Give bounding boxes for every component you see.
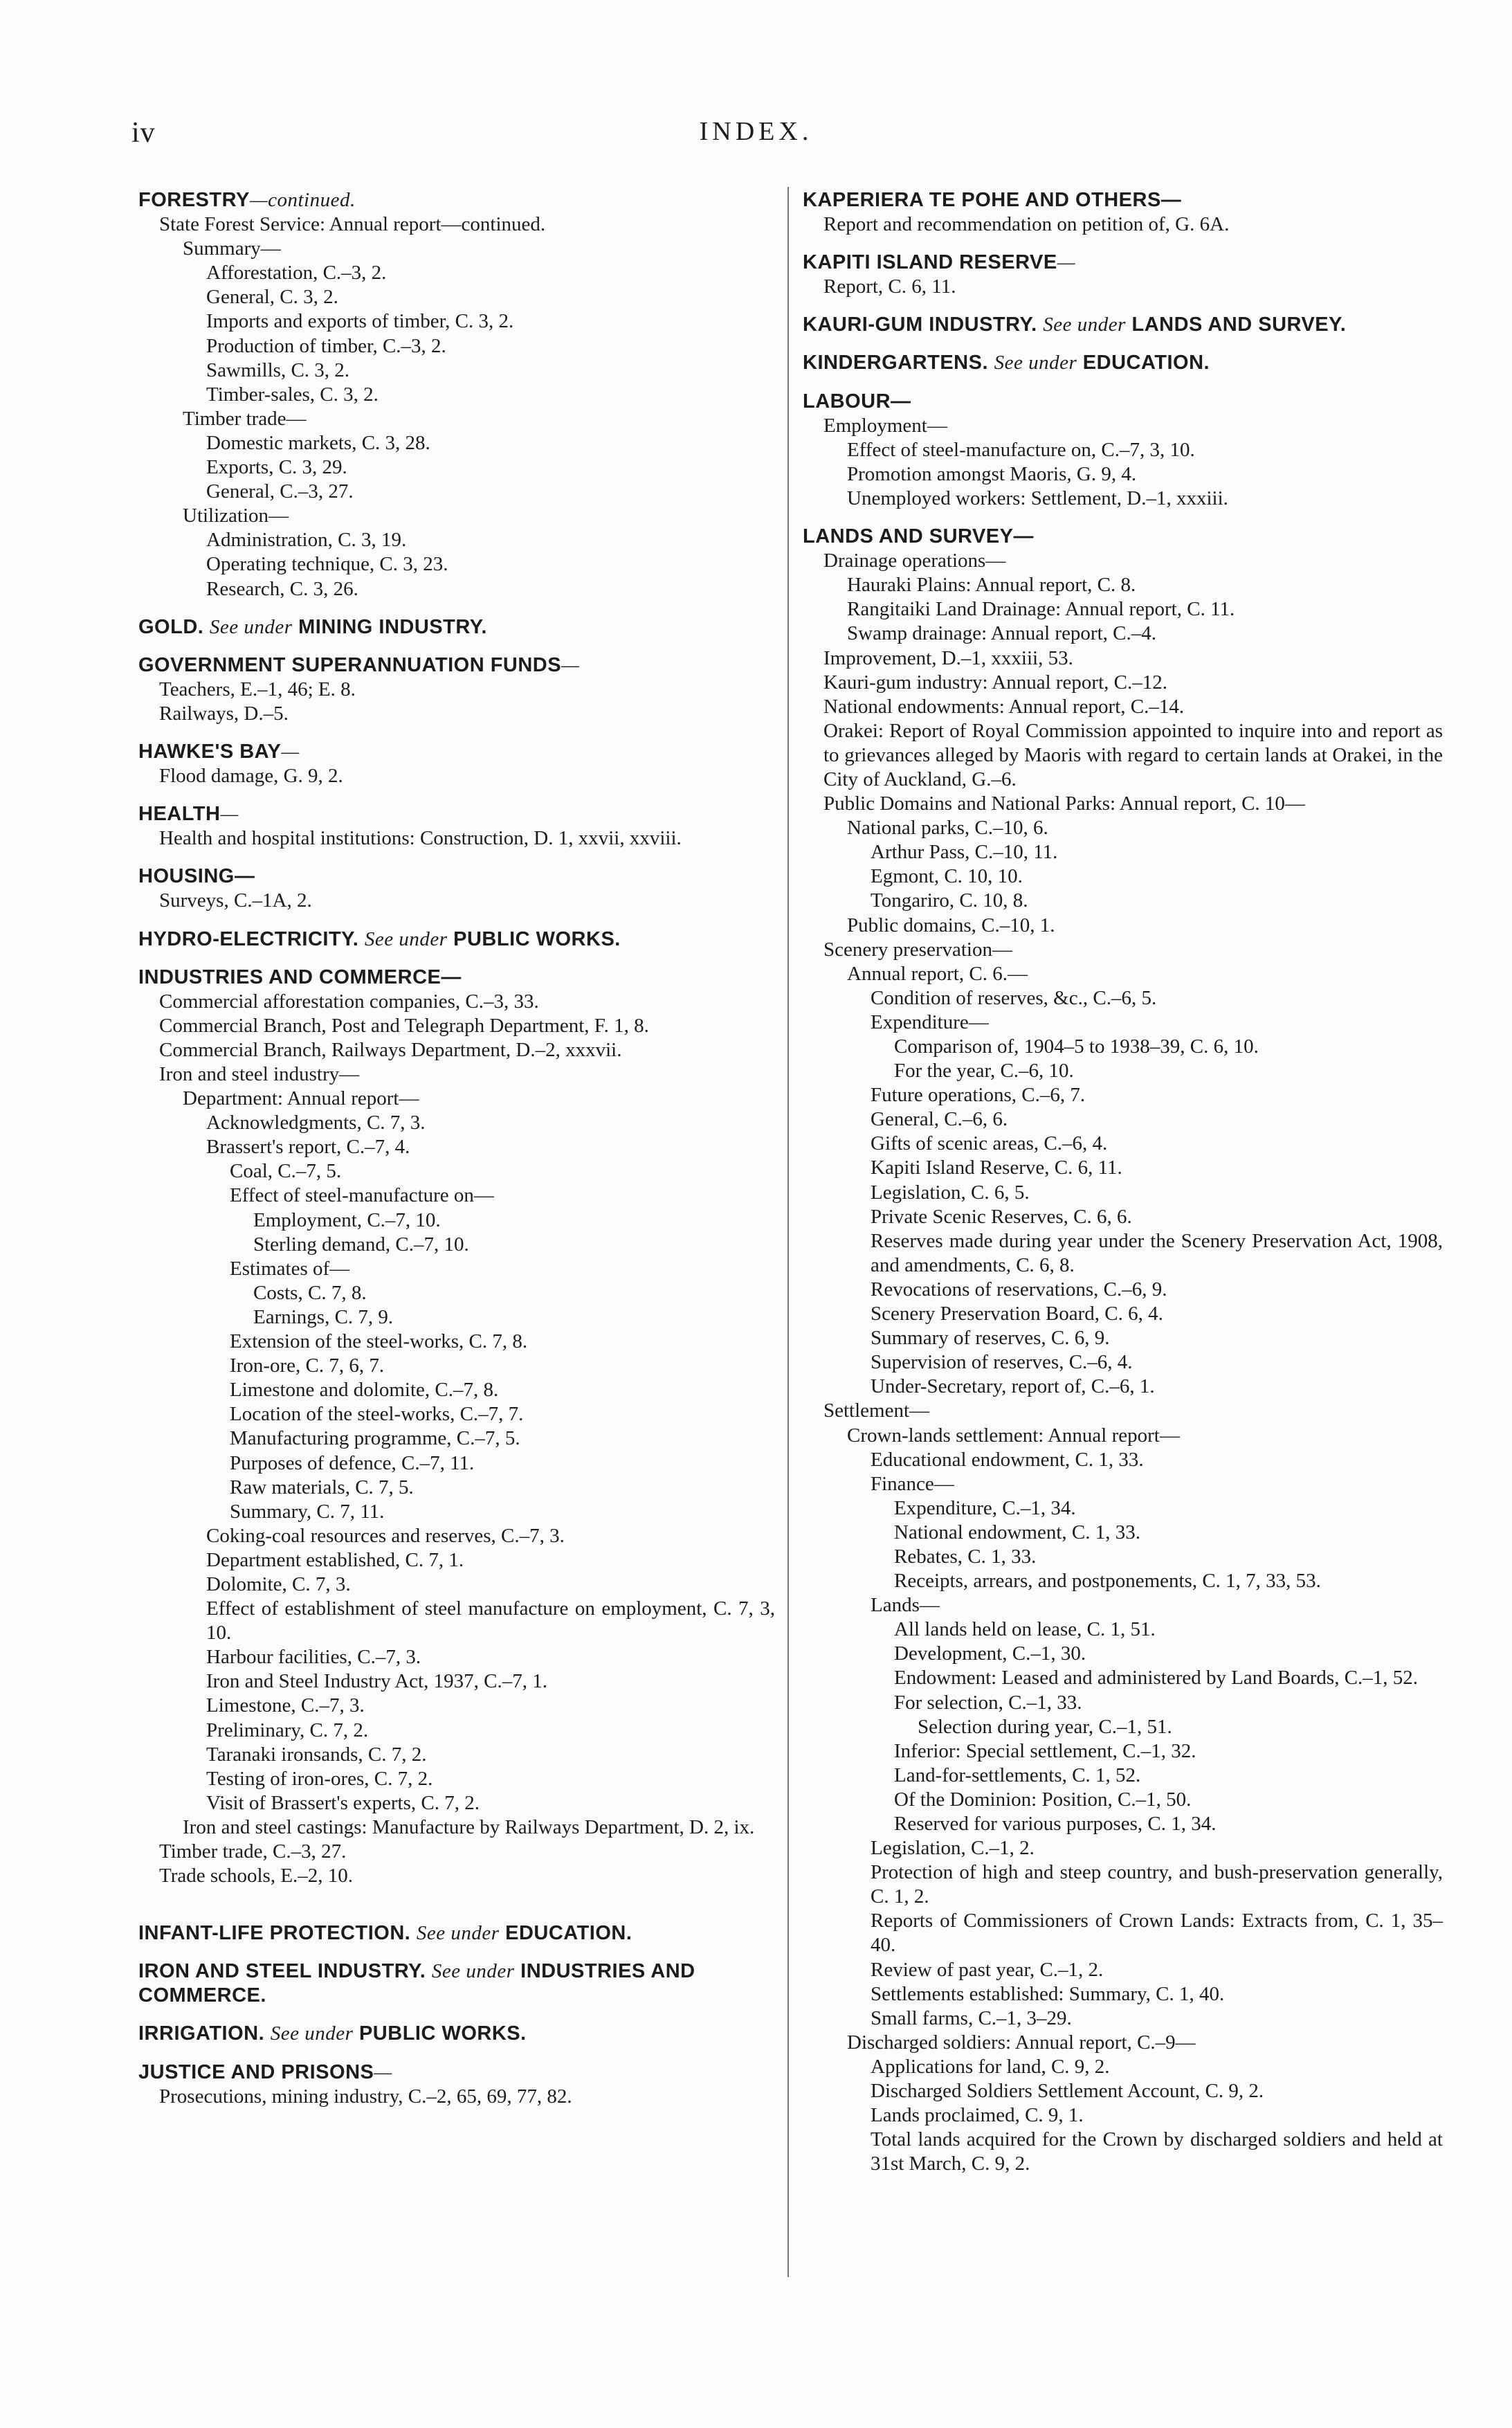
index-heading-iron-and-steel-industry <box>138 1959 775 2008</box>
index-entry: Comparison of, 1904–5 to 1938–39, C. 6, 10. <box>894 1035 1259 1058</box>
index-entry: Acknowledgments, C. 7, 3. <box>206 1112 426 1134</box>
index-entry: Discharged Soldiers Settlement Account, C. 9, 2. <box>871 2080 1264 2103</box>
index-entry: Finance— <box>871 1472 954 1495</box>
index-entry: Scenery Preservation Board, C. 6, 4. <box>871 1303 1163 1325</box>
index-entry: Endowment: Leased and administered by Land Boards, C.–1, 52. <box>894 1667 1419 1689</box>
index-entry: Limestone, C.–7, 3. <box>206 1694 365 1717</box>
heading-text: LABOUR— <box>803 390 911 413</box>
cross-reference: INDUSTRIES AND COMMERCE. <box>138 1960 695 2007</box>
index-entry: Research, C. 3, 26. <box>206 577 358 600</box>
index-entry: All lands held on lease, C. 1, 51. <box>894 1618 1156 1641</box>
index-entry: State Forest Service: Annual report—continued. <box>159 213 546 236</box>
heading-text: HOUSING— <box>138 865 255 888</box>
index-entry: Settlement— <box>823 1399 930 1422</box>
column-divider <box>787 187 789 2277</box>
index-entry: Hauraki Plains: Annual report, C. 8. <box>847 574 1136 597</box>
cross-reference: MINING INDUSTRY. <box>298 615 487 638</box>
index-heading-labour <box>803 390 1443 414</box>
index-entry: Coking-coal resources and reserves, C.–7, 3. <box>206 1524 565 1547</box>
see-under-text: See under <box>1043 314 1126 336</box>
index-entry: Applications for land, C. 9, 2. <box>871 2055 1110 2078</box>
index-entry: For selection, C.–1, 33. <box>894 1691 1082 1714</box>
index-entry: Reports of Commissioners of Crown Lands: Extracts from, C. 1, 35–40. <box>871 1910 1443 1957</box>
index-entry: Teachers, E.–1, 46; E. 8. <box>159 678 356 700</box>
index-heading-kauri-gum-industry <box>803 313 1443 337</box>
index-heading-irrigation <box>138 2022 775 2046</box>
index-entry: Limestone and dolomite, C.–7, 8. <box>230 1379 499 1402</box>
index-entry: Health and hospital institutions: Construction, D. 1, xxvii, xxviii. <box>159 827 682 850</box>
index-entry: Tongariro, C. 10, 8. <box>871 889 1028 912</box>
index-entry: Effect of steel-manufacture on— <box>230 1184 494 1207</box>
index-heading-kapiti-island-reserve <box>803 251 1443 275</box>
index-entry: Effect of establishment of steel manufacture on employment, C. 7, 3, 10. <box>206 1597 775 1645</box>
index-entry: Effect of steel-manufacture on, C.–7, 3, 10. <box>847 438 1195 461</box>
heading-text: KAPERIERA TE POHE AND OTHERS— <box>803 189 1182 211</box>
heading-suffix: —continued. <box>249 189 356 211</box>
index-entry: Railways, D.–5. <box>159 702 289 725</box>
index-entry: Timber-sales, C. 3, 2. <box>206 383 379 406</box>
index-heading-gold <box>138 615 775 640</box>
index-heading-infant-life-protection <box>138 1921 775 1946</box>
index-entry: Raw materials, C. 7, 5. <box>230 1476 414 1498</box>
index-entry: Administration, C. 3, 19. <box>206 529 407 552</box>
index-entry: Rebates, C. 1, 33. <box>894 1545 1037 1568</box>
index-entry: Scenery preservation— <box>823 938 1012 961</box>
page-number: iv <box>131 117 156 149</box>
index-entry: Public Domains and National Parks: Annual report, C. 10— <box>823 792 1305 815</box>
heading-text: KAURI-GUM INDUSTRY. <box>803 314 1037 336</box>
index-entry: Annual report, C. 6.— <box>847 962 1028 985</box>
index-entry: Timber trade— <box>183 407 307 430</box>
index-entry: Reserved for various purposes, C. 1, 34. <box>894 1813 1217 1835</box>
index-entry: Timber trade, C.–3, 27. <box>159 1840 347 1863</box>
index-entry: Under-Secretary, report of, C.–6, 1. <box>871 1375 1155 1398</box>
index-heading-kindergartens <box>803 351 1443 375</box>
cross-reference: PUBLIC WORKS. <box>358 2022 527 2045</box>
index-entry: Earnings, C. 7, 9. <box>253 1305 394 1328</box>
heading-text: LANDS AND SURVEY— <box>803 525 1034 548</box>
index-entry: Lands— <box>871 1594 940 1617</box>
index-entry: Extension of the steel-works, C. 7, 8. <box>230 1330 528 1353</box>
heading-text: HAWKE'S BAY <box>138 740 282 763</box>
index-entry: For the year, C.–6, 10. <box>894 1060 1074 1082</box>
index-entry: Condition of reserves, &c., C.–6, 5. <box>871 986 1157 1009</box>
index-entry: Crown-lands settlement: Annual report— <box>847 1424 1180 1447</box>
index-entry: Summary— <box>183 237 281 260</box>
index-entry: Brassert's report, C.–7, 4. <box>206 1136 410 1159</box>
index-entry: Trade schools, E.–2, 10. <box>159 1865 354 1887</box>
see-under-text: See under <box>431 1960 515 1983</box>
index-entry: Development, C.–1, 30. <box>894 1642 1086 1665</box>
index-entry: Swamp drainage: Annual report, C.–4. <box>847 622 1156 645</box>
index-entry: Flood damage, G. 9, 2. <box>159 765 343 788</box>
index-column-left <box>138 188 775 2109</box>
heading-text: IRRIGATION. <box>138 2022 265 2045</box>
see-under-text: See under <box>270 2022 354 2045</box>
index-entry: National endowments: Annual report, C.–14. <box>823 695 1185 718</box>
index-entry: Domestic markets, C. 3, 28. <box>206 431 430 454</box>
see-under-text: See under <box>209 615 293 638</box>
index-entry: Orakei: Report of Royal Commission appointed to inquire into and report as to grievances alleged by Maoris with regard to certain lands at Orakei, in the City of Auckland, G.–6. <box>823 719 1443 790</box>
index-heading-lands-and-survey <box>803 525 1443 549</box>
heading-text: KINDERGARTENS. <box>803 352 989 374</box>
heading-text: GOVERNMENT SUPERANNUATION FUNDS <box>138 653 562 676</box>
index-entry: Purposes of defence, C.–7, 11. <box>230 1451 475 1474</box>
index-heading-industries-and-commerce <box>138 966 775 990</box>
index-entry: Department established, C. 7, 1. <box>206 1548 464 1571</box>
heading-suffix: — <box>1057 251 1075 274</box>
index-entry: Report and recommendation on petition of, G. 6A. <box>823 213 1230 236</box>
index-heading-justice-and-prisons <box>138 2060 775 2085</box>
index-entry: Commercial Branch, Railways Department, D.–2, xxxvii. <box>159 1038 622 1061</box>
index-entry: Receipts, arrears, and postponements, C. 1, 7, 33, 53. <box>894 1570 1321 1593</box>
index-entry: National endowment, C. 1, 33. <box>894 1521 1141 1543</box>
heading-text: HYDRO-ELECTRICITY. <box>138 927 359 950</box>
heading-text: KAPITI ISLAND RESERVE <box>803 251 1057 274</box>
index-entry: Small farms, C.–1, 3–29. <box>871 2006 1072 2029</box>
index-heading-government-superannuation-funds <box>138 653 775 678</box>
index-entry: General, C.–6, 6. <box>871 1108 1008 1131</box>
index-entry: Iron-ore, C. 7, 6, 7. <box>230 1355 385 1377</box>
index-heading-hydro-electricity <box>138 927 775 952</box>
index-entry: Improvement, D.–1, xxxiii, 53. <box>823 646 1073 669</box>
index-entry: Review of past year, C.–1, 2. <box>871 1958 1104 1981</box>
index-entry: Public domains, C.–10, 1. <box>847 914 1055 936</box>
index-entry: Land-for-settlements, C. 1, 52. <box>894 1764 1141 1786</box>
heading-text: INDUSTRIES AND COMMERCE— <box>138 966 462 988</box>
index-entry: Iron and steel industry— <box>159 1063 360 1085</box>
index-entry: Total lands acquired for the Crown by discharged soldiers and held at 31st March, C. 9, 2. <box>871 2128 1443 2175</box>
index-entry: Egmont, C. 10, 10. <box>871 865 1023 888</box>
cross-reference: EDUCATION. <box>1082 352 1210 374</box>
index-entry: Surveys, C.–1A, 2. <box>159 889 312 912</box>
index-entry: Revocations of reservations, C.–6, 9. <box>871 1278 1167 1301</box>
index-entry: Employment— <box>823 414 947 437</box>
heading-suffix: — <box>374 2060 392 2083</box>
index-entry: Private Scenic Reserves, C. 6, 6. <box>871 1205 1132 1228</box>
heading-text: FORESTRY <box>138 189 250 211</box>
index-entry: Sawmills, C. 3, 2. <box>206 359 350 381</box>
index-entry: Testing of iron-ores, C. 7, 2. <box>206 1767 433 1790</box>
index-entry: Afforestation, C.–3, 2. <box>206 262 387 284</box>
index-entry: Expenditure— <box>871 1011 989 1033</box>
index-entry: Coal, C.–7, 5. <box>230 1160 342 1183</box>
index-entry: Legislation, C. 6, 5. <box>871 1181 1030 1204</box>
index-entry: Location of the steel-works, C.–7, 7. <box>230 1403 524 1426</box>
index-entry: Promotion amongst Maoris, G. 9, 4. <box>847 462 1137 485</box>
cross-reference: LANDS AND SURVEY. <box>1131 314 1347 336</box>
index-entry: Of the Dominion: Position, C.–1, 50. <box>894 1788 1192 1811</box>
index-column-right <box>803 188 1443 2176</box>
heading-text: IRON AND STEEL INDUSTRY. <box>138 1960 426 1983</box>
index-entry: Estimates of— <box>230 1257 350 1280</box>
index-heading-kaperiera-te-pohe-and-others <box>803 188 1443 212</box>
index-entry: Costs, C. 7, 8. <box>253 1281 367 1304</box>
index-entry: National parks, C.–10, 6. <box>847 817 1048 840</box>
index-entry: Manufacturing programme, C.–7, 5. <box>230 1427 520 1450</box>
index-entry: Utilization— <box>183 505 289 527</box>
index-entry: Iron and steel castings: Manufacture by Railways Department, D. 2, ix. <box>183 1815 755 1838</box>
index-entry: Drainage operations— <box>823 550 1006 572</box>
see-under-text: See under <box>364 927 448 950</box>
index-entry: Visit of Brassert's experts, C. 7, 2. <box>206 1791 480 1814</box>
index-entry: Sterling demand, C.–7, 10. <box>253 1233 469 1256</box>
see-under-text: See under <box>416 1922 500 1945</box>
heading-suffix: — <box>220 803 239 826</box>
heading-text: GOLD. <box>138 615 204 638</box>
heading-text: INFANT-LIFE PROTECTION. <box>138 1922 411 1945</box>
index-heading-housing <box>138 864 775 889</box>
see-under-text: See under <box>994 352 1077 374</box>
index-entry: Educational endowment, C. 1, 33. <box>871 1448 1144 1471</box>
index-entry: Commercial Branch, Post and Telegraph Department, F. 1, 8. <box>159 1014 649 1037</box>
index-entry: Kauri-gum industry: Annual report, C.–12. <box>823 671 1167 694</box>
index-entry: Preliminary, C. 7, 2. <box>206 1719 369 1741</box>
index-entry: Selection during year, C.–1, 51. <box>918 1715 1172 1738</box>
heading-suffix: — <box>561 653 580 676</box>
index-entry: General, C. 3, 2. <box>206 286 338 309</box>
index-entry: Dolomite, C. 7, 3. <box>206 1573 351 1595</box>
index-entry: Arthur Pass, C.–10, 11. <box>871 841 1058 864</box>
index-heading-health <box>138 802 775 826</box>
index-entry: Protection of high and steep country, and bush-preservation generally, C. 1, 2. <box>871 1861 1443 1908</box>
index-entry: Kapiti Island Reserve, C. 6, 11. <box>871 1157 1122 1179</box>
index-entry: General, C.–3, 27. <box>206 480 354 503</box>
index-heading-forestry <box>138 188 775 212</box>
heading-suffix: — <box>281 740 300 763</box>
heading-text: HEALTH <box>138 803 221 826</box>
index-entry: Imports and exports of timber, C. 3, 2. <box>206 310 514 333</box>
index-entry: Supervision of reserves, C.–6, 4. <box>871 1351 1133 1374</box>
index-entry: Summary, C. 7, 11. <box>230 1500 385 1523</box>
index-entry: Iron and Steel Industry Act, 1937, C.–7, 1. <box>206 1670 547 1693</box>
cross-reference: PUBLIC WORKS. <box>453 927 621 950</box>
page-title: INDEX. <box>699 117 813 146</box>
index-entry: Operating technique, C. 3, 23. <box>206 553 448 576</box>
index-entry: Inferior: Special settlement, C.–1, 32. <box>894 1739 1196 1762</box>
index-entry: Taranaki ironsands, C. 7, 2. <box>206 1743 427 1766</box>
index-entry: Department: Annual report— <box>183 1087 419 1110</box>
index-entry: Reserves made during year under the Scenery Preservation Act, 1908, and amendments, C. 6, 8. <box>871 1229 1443 1276</box>
index-entry: Rangitaiki Land Drainage: Annual report, C. 11. <box>847 598 1235 621</box>
index-entry: Discharged soldiers: Annual report, C.–9— <box>847 2031 1196 2054</box>
index-entry: Summary of reserves, C. 6, 9. <box>871 1327 1110 1350</box>
index-entry: Harbour facilities, C.–7, 3. <box>206 1646 421 1669</box>
cross-reference: EDUCATION. <box>505 1922 632 1945</box>
heading-text: JUSTICE AND PRISONS <box>138 2060 374 2083</box>
index-entry: Future operations, C.–6, 7. <box>871 1084 1086 1107</box>
index-entry: Commercial afforestation companies, C.–3, 33. <box>159 990 539 1013</box>
index-entry: Legislation, C.–1, 2. <box>871 1837 1035 1860</box>
index-entry: Lands proclaimed, C. 9, 1. <box>871 2104 1084 2127</box>
index-entry: Gifts of scenic areas, C.–6, 4. <box>871 1132 1108 1155</box>
index-entry: Production of timber, C.–3, 2. <box>206 334 446 357</box>
index-entry: Unemployed workers: Settlement, D.–1, xxxiii. <box>847 487 1228 509</box>
index-entry: Employment, C.–7, 10. <box>253 1208 441 1231</box>
index-entry: Prosecutions, mining industry, C.–2, 65, 69, 77, 82. <box>159 2085 572 2108</box>
index-entry: Settlements established: Summary, C. 1, 40. <box>871 1982 1225 2005</box>
index-entry: Expenditure, C.–1, 34. <box>894 1496 1076 1519</box>
index-entry: Exports, C. 3, 29. <box>206 456 347 479</box>
index-entry: Report, C. 6, 11. <box>823 275 956 298</box>
index-heading-hawke-s-bay <box>138 740 775 764</box>
